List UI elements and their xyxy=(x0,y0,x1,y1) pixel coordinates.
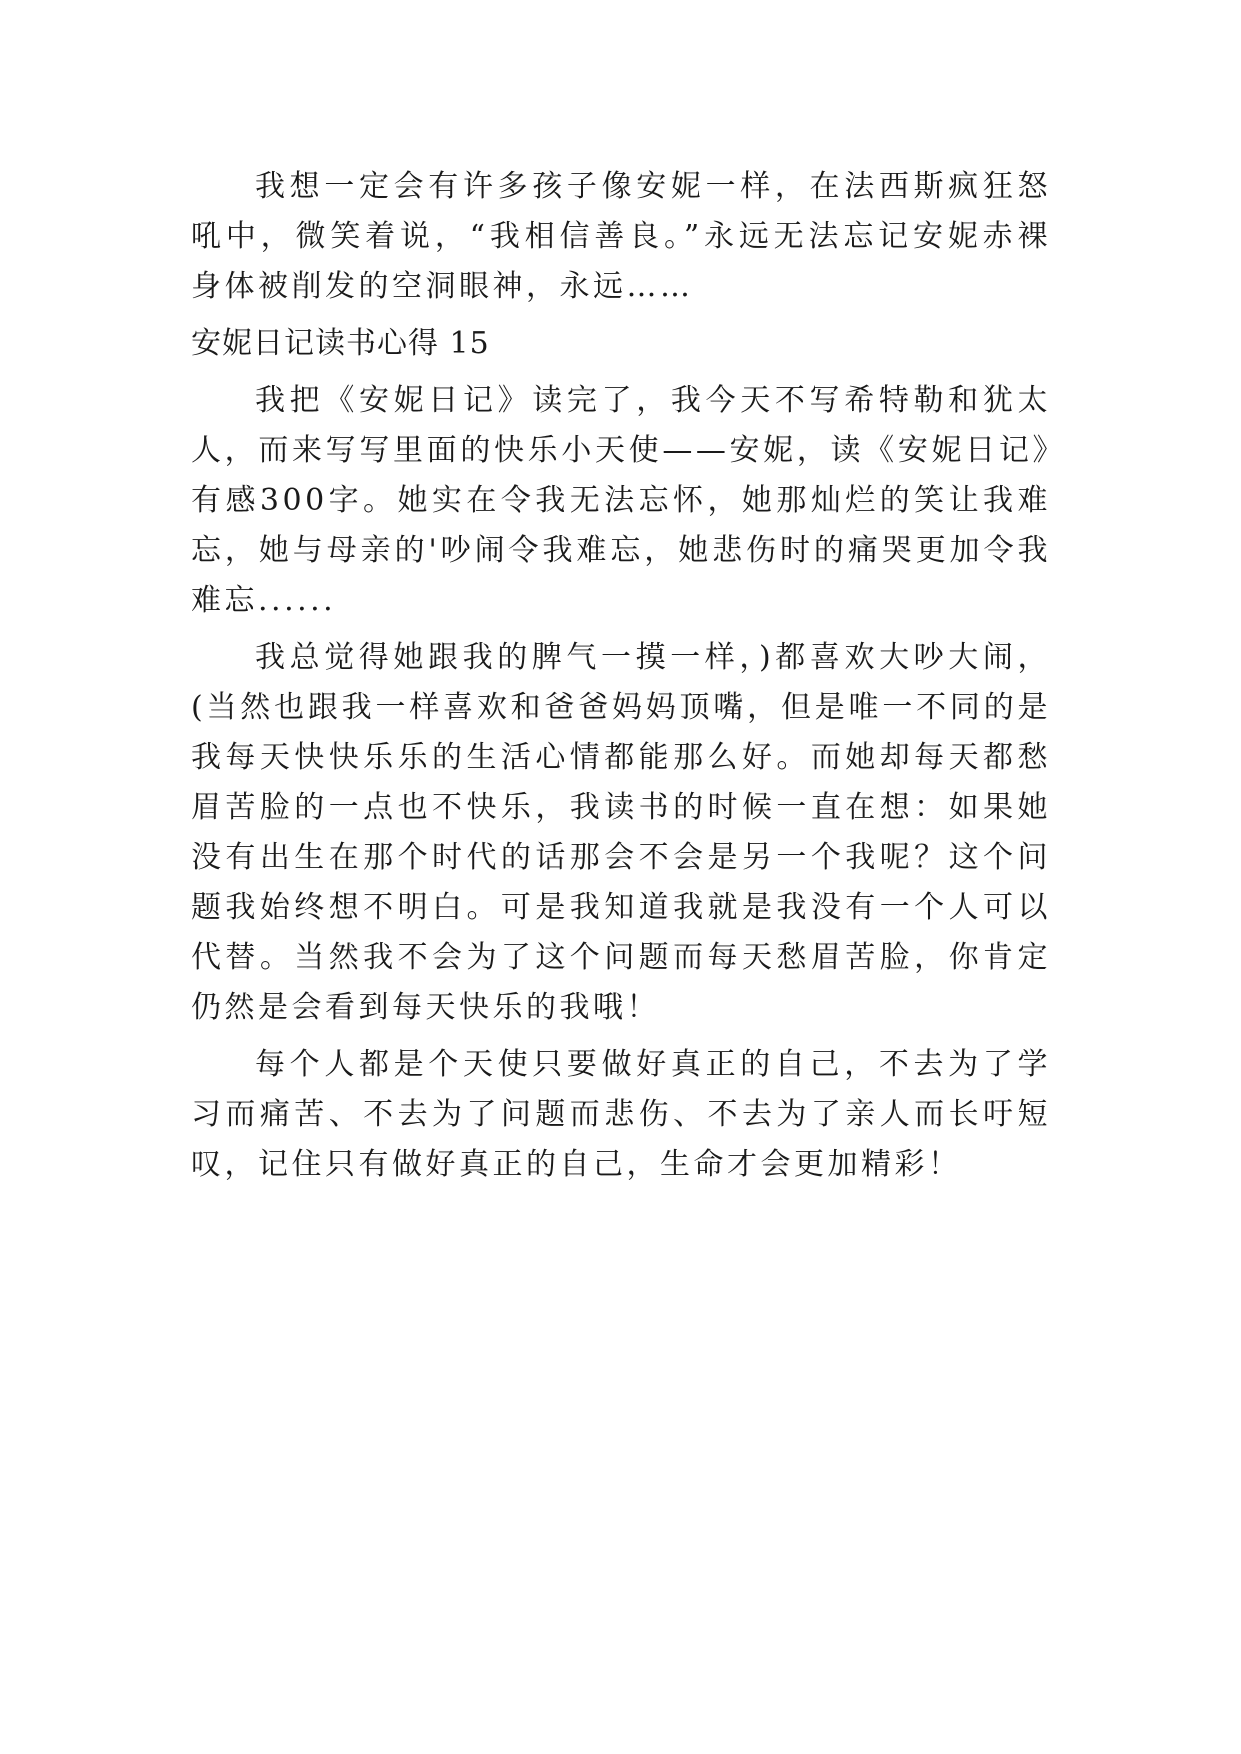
paragraph-2: 我总觉得她跟我的脾气一摸一样，)都喜欢大吵大闹，(当然也跟我一样喜欢和爸爸妈妈顶嘴，但是唯一不同的是我每天快快乐乐的生活心情都能那么好。而她却每天都愁眉苦脸的一点也不快乐，我读书的时候一直在想：如果她没有出生在那个时代的话那会不会是另一个我呢？这个问题我始终想不明白。可是我知道我就是我没有一个人可以代替。当然我不会为了这个问题而每天愁眉苦脸，你肯定仍然是会看到每天快乐的我哦！ xyxy=(191,640,1051,1025)
section-heading: 安妮日记读书心得 15 xyxy=(191,326,490,361)
paragraph-3: 每个人都是个天使只要做好真正的自己，不去为了学习而痛苦、不去为了问题而悲伤、不去为了亲人而长吁短叹，记住只有做好真正的自己，生命才会更加精彩！ xyxy=(191,1047,1051,1182)
document-body xyxy=(191,162,1051,1197)
paragraph-1: 我把《安妮日记》读完了，我今天不写希特勒和犹太人，而来写写里面的快乐小天使——安妮，读《安妮日记》有感300字。她实在令我无法忘怀，她那灿烂的笑让我难忘，她与母亲的'吵闹令我难忘，她悲伤时的痛哭更加令我难忘...... xyxy=(191,383,1051,618)
paragraph-intro: 我想一定会有许多孩子像安妮一样，在法西斯疯狂怒吼中，微笑着说，“我相信善良。”永远无法忘记安妮赤裸身体被削发的空洞眼神，永远…… xyxy=(191,169,1051,304)
